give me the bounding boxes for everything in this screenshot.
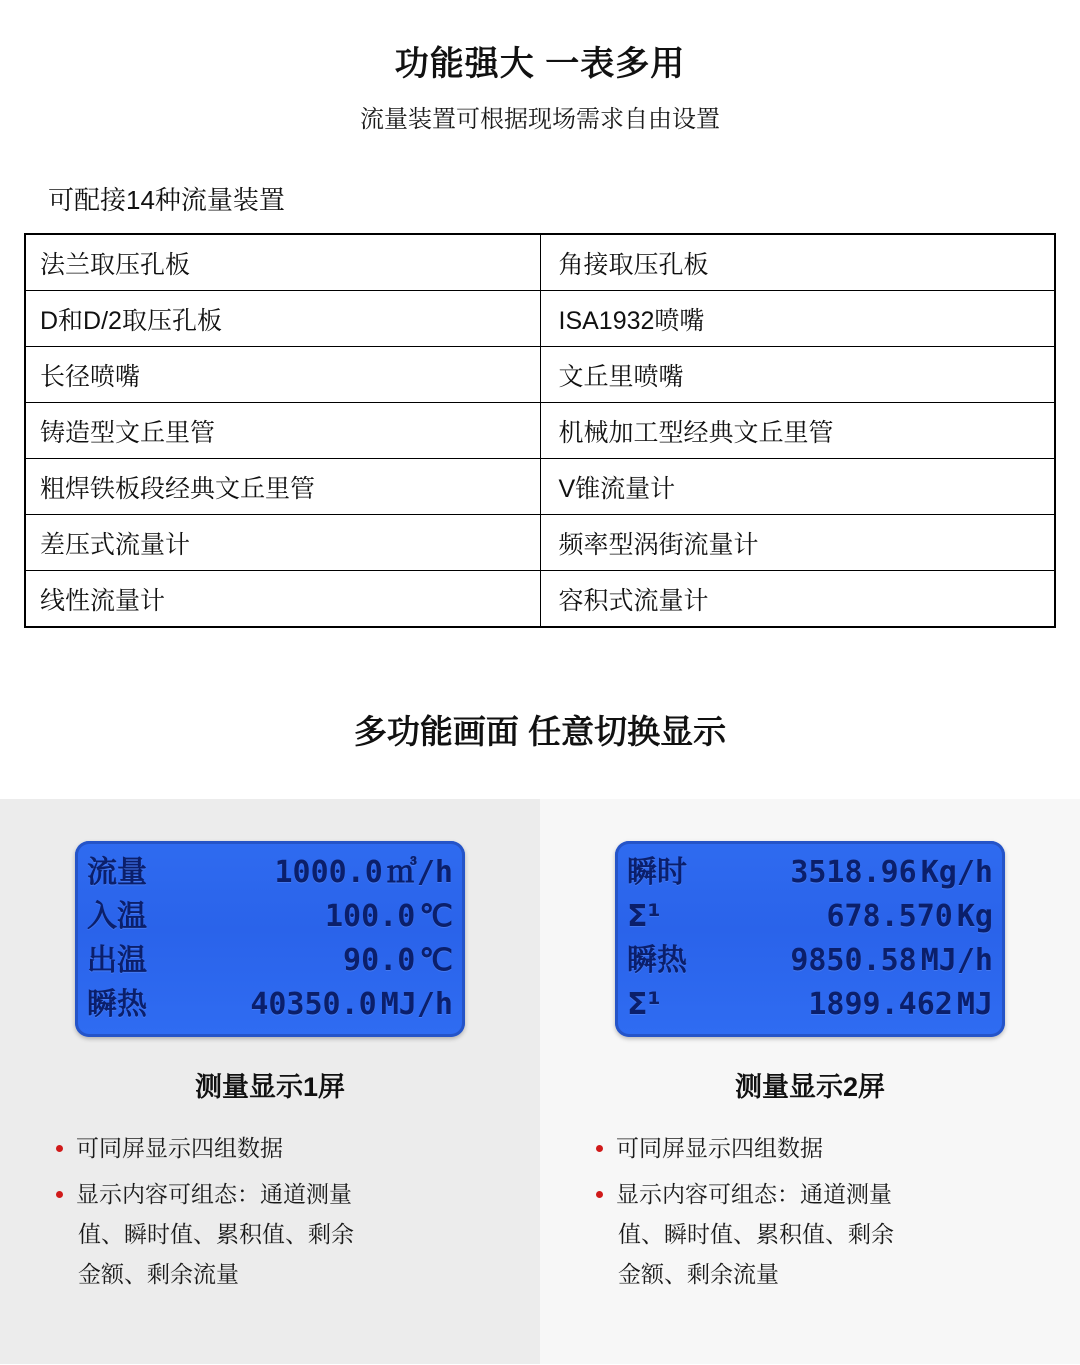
section-display-screens [0, 706, 1080, 1364]
list-item [594, 1128, 1044, 1168]
lcd-label: 瞬时 [627, 855, 687, 890]
section1-lead: 可配接14种流量装置 [48, 185, 285, 215]
display-panel-1 [0, 799, 540, 1364]
lcd-unit: ℃ [419, 943, 453, 978]
list-item [594, 1174, 1044, 1294]
table-row [25, 234, 1055, 291]
panel-caption: 测量显示2屏 [734, 1072, 886, 1102]
bullet-text: 显示内容可组态：通道测量 [76, 1181, 352, 1207]
lcd-row [627, 983, 993, 1027]
table-row [25, 347, 1055, 403]
table-cell: D和D/2取压孔板 [25, 291, 540, 347]
panel-bullets [594, 1128, 1044, 1294]
table-cell: 机械加工型经典文丘里管 [540, 403, 1055, 459]
table-row [25, 459, 1055, 515]
table-cell: 频率型涡街流量计 [540, 515, 1055, 571]
bullet-text: 显示内容可组态：通道测量 [616, 1181, 892, 1207]
lcd-value: 3518.96 [790, 855, 917, 890]
lcd-label: Σ¹ [627, 899, 661, 934]
lcd-unit: ㎥/h [386, 855, 453, 890]
lcd-label: 出温 [87, 943, 147, 978]
bullet-text: 可同屏显示四组数据 [76, 1135, 283, 1161]
lcd-value: 1899.462 [808, 987, 953, 1022]
lcd-screen-2 [615, 841, 1005, 1037]
lcd-unit: ℃ [419, 899, 453, 934]
lcd-value: 100.0 [324, 899, 416, 934]
lcd-row [87, 983, 453, 1027]
bullet-text-cont: 金额、剩余流量 [78, 1261, 239, 1287]
display-panels [0, 799, 1080, 1364]
lcd-value: 40350.0 [250, 987, 377, 1022]
table-cell: 铸造型文丘里管 [25, 403, 540, 459]
lcd-row [627, 851, 993, 895]
table-cell: 角接取压孔板 [540, 234, 1055, 291]
section-flow-devices [0, 0, 1080, 628]
lcd-value: 678.570 [826, 899, 953, 934]
lcd-label: 瞬热 [87, 987, 147, 1022]
table-row [25, 403, 1055, 459]
bullet-text-cont: 值、瞬时值、累积值、剩余 [78, 1221, 354, 1247]
table-row [25, 571, 1055, 628]
lcd-value: 90.0 [343, 943, 416, 978]
lcd-row [87, 851, 453, 895]
lcd-unit: Kg [956, 899, 993, 934]
lcd-screen-1 [75, 841, 465, 1037]
lcd-value: 9850.58 [790, 943, 917, 978]
table-cell: 文丘里喷嘴 [540, 347, 1055, 403]
section1-subtitle: 流量装置可根据现场需求自由设置 [360, 106, 720, 133]
lcd-unit: MJ [956, 987, 993, 1022]
list-item [54, 1128, 504, 1168]
table-cell: 差压式流量计 [25, 515, 540, 571]
display-panel-2 [540, 799, 1080, 1364]
lcd-label: 流量 [87, 855, 147, 890]
lcd-unit: Kg/h [920, 855, 993, 890]
table-cell: 法兰取压孔板 [25, 234, 540, 291]
table-cell: V锥流量计 [540, 459, 1055, 515]
table-cell: ISA1932喷嘴 [540, 291, 1055, 347]
table-cell: 线性流量计 [25, 571, 540, 628]
lcd-label: 入温 [87, 899, 147, 934]
section2-title: 多功能画面 任意切换显示 [353, 713, 727, 750]
lcd-row [627, 895, 993, 939]
lcd-label: 瞬热 [627, 943, 687, 978]
lcd-label: Σ¹ [627, 987, 661, 1022]
lcd-row [627, 939, 993, 983]
lcd-row [87, 895, 453, 939]
flow-device-table [24, 233, 1056, 628]
lcd-unit: MJ/h [380, 987, 453, 1022]
bullet-text-cont: 金额、剩余流量 [618, 1261, 779, 1287]
list-item [54, 1174, 504, 1294]
panel-caption: 测量显示1屏 [194, 1072, 346, 1102]
bullet-text-cont: 值、瞬时值、累积值、剩余 [618, 1221, 894, 1247]
table-cell: 长径喷嘴 [25, 347, 540, 403]
lcd-value: 1000.0 [274, 855, 383, 890]
table-row [25, 291, 1055, 347]
section1-title: 功能强大 一表多用 [394, 45, 686, 83]
table-row [25, 515, 1055, 571]
table-cell: 容积式流量计 [540, 571, 1055, 628]
bullet-text: 可同屏显示四组数据 [616, 1135, 823, 1161]
panel-bullets [54, 1128, 504, 1294]
table-cell: 粗焊铁板段经典文丘里管 [25, 459, 540, 515]
lcd-row [87, 939, 453, 983]
lcd-unit: MJ/h [920, 943, 993, 978]
